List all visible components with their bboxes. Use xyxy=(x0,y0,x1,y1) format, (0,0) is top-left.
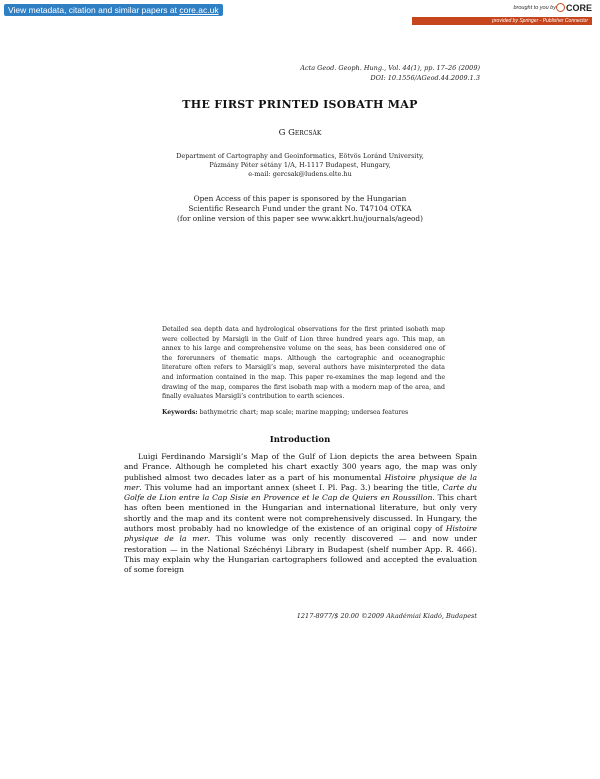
top-banner xyxy=(0,0,600,26)
open-access-line: Open Access of this paper is sponsored by the Hungarian xyxy=(193,194,407,203)
core-site-link[interactable]: core.ac.uk xyxy=(179,5,219,15)
journal-volume: Acta Geod. Geoph. Hung., Vol. 44(1), pp. 17–26 (2009) xyxy=(300,64,480,72)
abstract: Detailed sea depth data and hydrological observations for the first printed isobath map were collected by Marsigli in the Gulf of Lion three hundred years ago. This map, an annex to his large and comprehensive volume on the seas, has been considered one of the forerunners of thematic maps. Although the cartographic and oceanographic literature often refers to Marsigli’s map, several authors have misinterpreted the data and information contained in the map. This paper re-examines the map legend and the drawing of the map, compares the first isobath map with a modern map of the area, and finally evaluates Marsigli’s contribution to earth sciences. xyxy=(162,326,445,401)
intro-italic-title: Carte du Golfe de Lion entre la Cap Sisie en Provence et le Cap de Quiers en Roussillon xyxy=(124,482,477,503)
keywords-list: bathymetric chart; map scale; marine mapping; undersea features xyxy=(199,409,409,416)
journal-doi: DOI: 10.1556/AGeod.44.2009.1.3 xyxy=(370,74,480,82)
keywords-label: Keywords: xyxy=(162,409,198,416)
paper-title: THE FIRST PRINTED ISOBATH MAP xyxy=(182,98,418,111)
journal-citation xyxy=(300,63,480,83)
intro-text: . This volume had an important annex (sheet I. Pl. Pag. 3.) bearing the title, xyxy=(139,482,443,492)
metadata-link-prefix: View metadata, citation and similar papers at xyxy=(8,5,180,15)
brought-to-you-text: brought to you by xyxy=(513,5,556,11)
intro-text: . This volume was only recently discovered — and now under restoration — in the National Széchényi Library in Budapest (shelf number App. R. 466). This may explain why the Hungarian cartographers followed and accepted the evaluation of some foreign xyxy=(124,534,477,575)
introduction-body xyxy=(124,452,477,576)
core-logo[interactable] xyxy=(556,3,592,13)
keywords xyxy=(162,409,452,416)
core-logo-text: CORE xyxy=(565,3,592,13)
affiliation-line: Pázmány Péter sétány 1/A, H-1117 Budapest, Hungary, xyxy=(209,161,391,169)
open-access-line: Scientific Research Fund under the grant No. T47104 OTKA xyxy=(188,204,412,213)
affiliation-email: e-mail: gercsak@ludens.elte.hu xyxy=(248,170,352,178)
provided-by-banner[interactable]: provided by Springer - Publisher Connector xyxy=(412,17,592,25)
core-logo-icon xyxy=(556,3,565,12)
copyright-footer: 1217-8977/$ 20.00 ©2009 Akadémiai Kiadó, Budapest xyxy=(296,612,477,620)
intro-italic-title: Histoire physique de la mer xyxy=(124,524,477,544)
open-access-note xyxy=(0,194,600,224)
intro-text: . This chart has often been mentioned in the Hungarian and international literature, but only very shortly and the map and its content were not comprehensively discussed. In Hungary, the authors most probably had no knowledge of the existence of an original copy of xyxy=(124,493,477,534)
core-metadata-link[interactable] xyxy=(4,4,223,16)
author-affiliation xyxy=(0,152,600,179)
intro-text: Luigi Ferdinando Marsigli’s Map of the Gulf of Lion depicts the area between Spain and France. Although he completed his chart exactly 300 years ago, the map was only published almost two decades later as a part of his monumental xyxy=(124,452,477,482)
introduction-paragraph xyxy=(124,452,477,576)
paper-author: G Gercsák xyxy=(278,128,322,138)
open-access-line: (for online version of this paper see www.akkrt.hu/journals/ageod) xyxy=(177,214,423,223)
section-title-introduction: Introduction xyxy=(269,435,331,445)
affiliation-line: Department of Cartography and Geoinformatics, Eötvös Loránd University, xyxy=(176,152,424,160)
intro-italic-title: Histoire physique de la mer xyxy=(124,472,477,492)
